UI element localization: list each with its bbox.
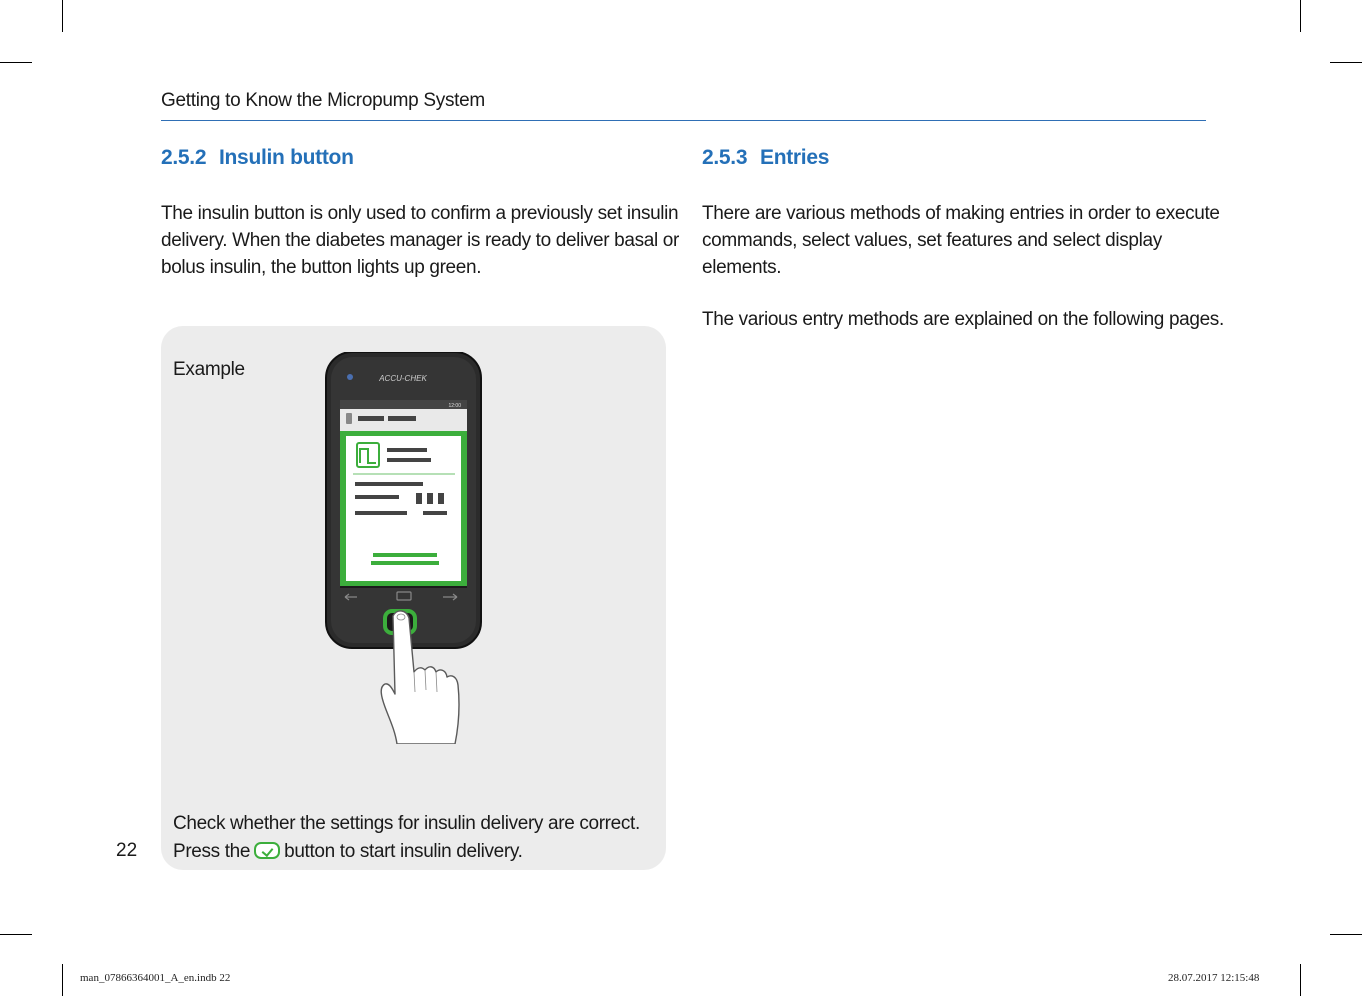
- example-label: Example: [173, 359, 245, 380]
- section-heading-entries: [702, 146, 829, 170]
- text-line: The insulin button is only used to confirm a previously set insulin: [161, 203, 679, 224]
- insulin-button-description: [161, 200, 679, 281]
- entries-followup: The various entry methods are explained on the following pages.: [702, 309, 1224, 330]
- section-number: 2.5.2: [161, 146, 207, 169]
- header-rule: [161, 120, 1206, 121]
- text-line: commands, select values, set features and select display: [702, 230, 1162, 251]
- screen-clock: 12:00: [448, 403, 461, 409]
- crop-mark: [0, 62, 32, 63]
- section-heading-insulin-button: [161, 146, 354, 170]
- text-line: elements.: [702, 257, 782, 278]
- diabetes-manager-illustration: [325, 352, 485, 744]
- crop-mark: [62, 964, 63, 996]
- print-timestamp: 28.07.2017 12:15:48: [1168, 972, 1260, 984]
- example-box: [161, 326, 666, 870]
- crop-mark: [1330, 934, 1362, 935]
- crop-mark: [1300, 0, 1301, 32]
- crop-mark: [62, 0, 63, 32]
- print-file-name: man_07866364001_A_en.indb 22: [80, 972, 231, 984]
- caption-button-text: button to start insulin delivery.: [284, 841, 523, 862]
- text-line: There are various methods of making entries in order to execute: [702, 203, 1220, 224]
- entries-description: [702, 200, 1220, 281]
- caption-line: Check whether the settings for insulin delivery are correct.: [173, 813, 640, 834]
- crop-mark: [0, 934, 32, 935]
- section-title: Insulin button: [219, 146, 354, 169]
- insulin-check-icon: [254, 842, 280, 859]
- example-caption: [173, 810, 640, 866]
- page-number: 22: [116, 840, 138, 861]
- crop-mark: [1330, 62, 1362, 63]
- text-line: bolus insulin, the button lights up green.: [161, 257, 482, 278]
- text-line: delivery. When the diabetes manager is ready to deliver basal or: [161, 230, 679, 251]
- section-title: Entries: [760, 146, 830, 169]
- crop-mark: [1300, 964, 1301, 996]
- caption-press-text: Press the: [173, 841, 251, 862]
- brand-logo: ACCU-CHEK: [379, 374, 427, 383]
- running-head: Getting to Know the Micropump System: [161, 90, 485, 111]
- section-number: 2.5.3: [702, 146, 748, 169]
